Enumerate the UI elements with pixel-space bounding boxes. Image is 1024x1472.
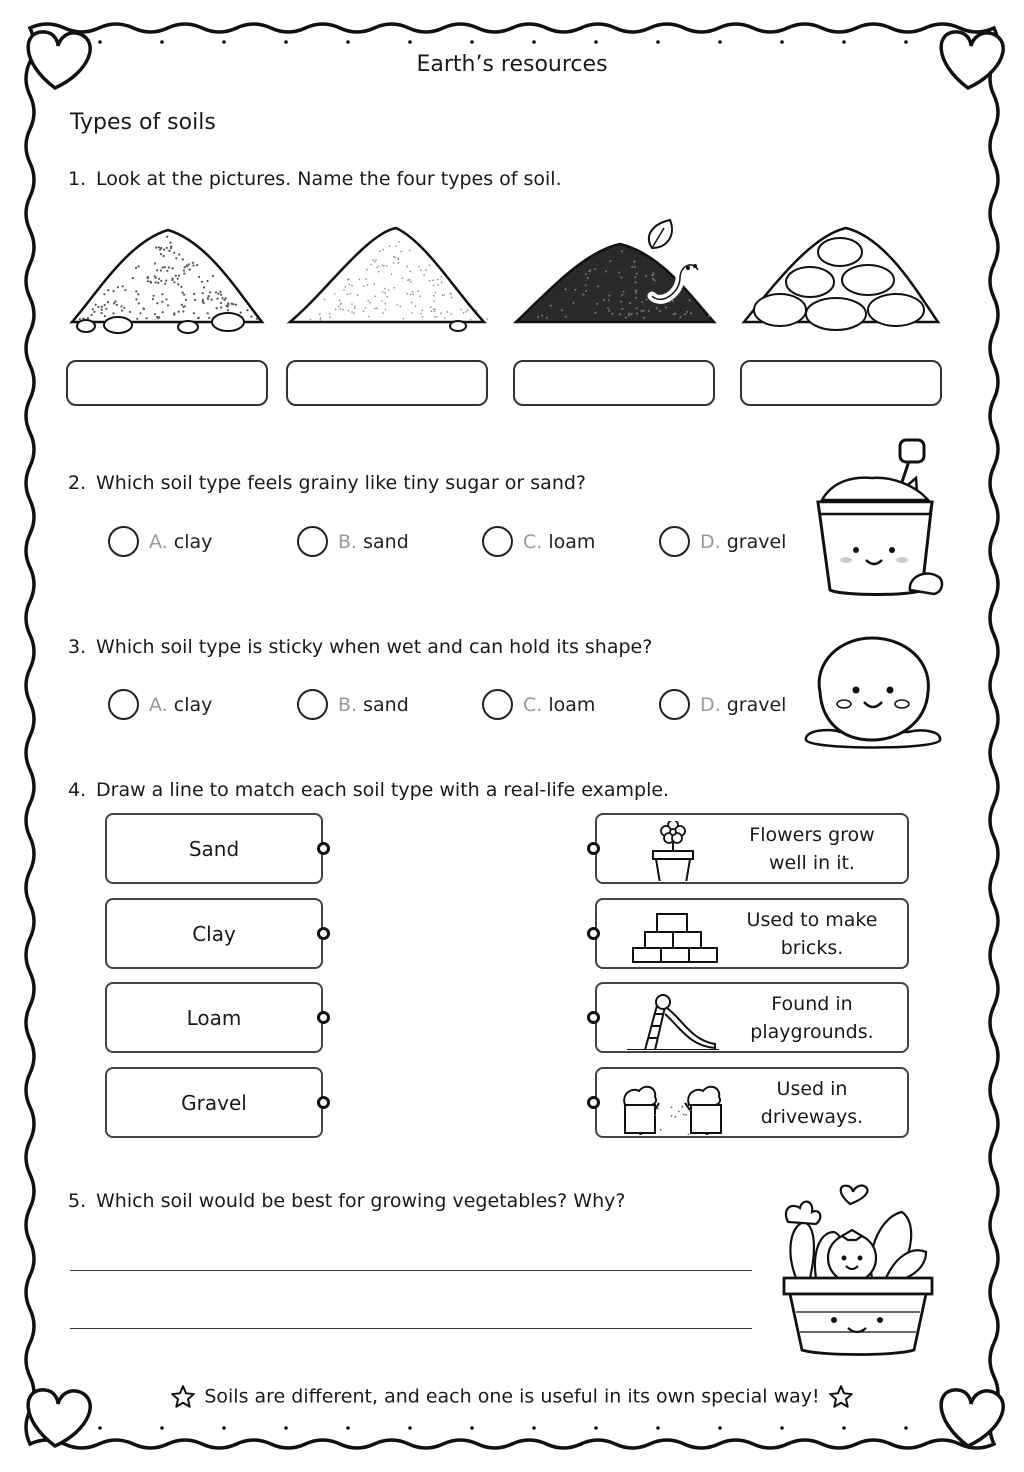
page-title: Earth’s resources bbox=[416, 52, 608, 77]
question-text: Which soil would be best for growing vegetables? Why? bbox=[96, 1190, 626, 1212]
flower-pot-icon bbox=[619, 821, 724, 881]
bricks-icon bbox=[619, 906, 724, 966]
radio-circle[interactable] bbox=[482, 689, 513, 720]
question-number: 2. bbox=[68, 472, 87, 494]
q3-option-c[interactable]: C. loam bbox=[482, 689, 595, 720]
answer-box-1[interactable] bbox=[66, 360, 268, 406]
gravel-pile-icon bbox=[68, 222, 266, 342]
match-left-gravel: Gravel bbox=[105, 1067, 323, 1138]
match-right-playground: Found in playgrounds. bbox=[595, 982, 909, 1053]
slide-icon bbox=[619, 990, 724, 1050]
question-number: 5. bbox=[68, 1190, 87, 1212]
match-dot-left[interactable] bbox=[317, 1011, 330, 1024]
sand-pile-icon bbox=[286, 222, 488, 342]
question-1 bbox=[68, 168, 562, 190]
footer-text: Soils are different, and each one is useful in its own special way! bbox=[204, 1385, 820, 1408]
sand-bucket-icon bbox=[812, 438, 948, 600]
match-dot-right[interactable] bbox=[587, 927, 600, 940]
clay-ball-icon bbox=[800, 632, 946, 756]
question-number: 1. bbox=[68, 168, 87, 190]
q3-option-b[interactable]: B. sand bbox=[297, 689, 409, 720]
q3-option-a[interactable]: A. clay bbox=[108, 689, 212, 720]
star-icon bbox=[170, 1384, 196, 1410]
question-text: Which soil type feels grainy like tiny sugar or sand? bbox=[96, 472, 587, 494]
answer-box-4[interactable] bbox=[740, 360, 942, 406]
footer-message bbox=[0, 1384, 1024, 1410]
question-text: Draw a line to match each soil type with a real-life example. bbox=[96, 779, 670, 801]
radio-circle[interactable] bbox=[482, 526, 513, 557]
answer-line-1[interactable] bbox=[70, 1270, 752, 1271]
match-dot-right[interactable] bbox=[587, 1011, 600, 1024]
star-icon bbox=[828, 1384, 854, 1410]
question-2 bbox=[68, 472, 586, 494]
question-text: Look at the pictures. Name the four types of soil. bbox=[96, 168, 562, 190]
match-right-flowers: Flowers grow well in it. bbox=[595, 813, 909, 884]
question-number: 4. bbox=[68, 779, 87, 801]
radio-circle[interactable] bbox=[659, 526, 690, 557]
match-dot-left[interactable] bbox=[317, 842, 330, 855]
question-4 bbox=[68, 779, 669, 801]
match-dot-right[interactable] bbox=[587, 842, 600, 855]
q2-option-b[interactable]: B. sand bbox=[297, 526, 409, 557]
radio-circle[interactable] bbox=[108, 526, 139, 557]
match-right-bricks: Used to make bricks. bbox=[595, 898, 909, 969]
question-5 bbox=[68, 1190, 625, 1212]
answer-box-2[interactable] bbox=[286, 360, 488, 406]
match-left-sand: Sand bbox=[105, 813, 323, 884]
q2-option-c[interactable]: C. loam bbox=[482, 526, 595, 557]
question-text: Which soil type is sticky when wet and can hold its shape? bbox=[96, 636, 653, 658]
match-dot-left[interactable] bbox=[317, 927, 330, 940]
answer-box-3[interactable] bbox=[513, 360, 715, 406]
radio-circle[interactable] bbox=[297, 526, 328, 557]
answer-line-2[interactable] bbox=[70, 1328, 752, 1329]
radio-circle[interactable] bbox=[297, 689, 328, 720]
clay-pile-icon bbox=[740, 220, 942, 342]
match-dot-right[interactable] bbox=[587, 1096, 600, 1109]
match-right-driveway: Used in driveways. bbox=[595, 1067, 909, 1138]
section-title: Types of soils bbox=[70, 110, 216, 135]
vegetable-basket-icon bbox=[776, 1182, 940, 1358]
q2-option-d[interactable]: D. gravel bbox=[659, 526, 786, 557]
match-left-clay: Clay bbox=[105, 898, 323, 969]
radio-circle[interactable] bbox=[108, 689, 139, 720]
q3-option-d[interactable]: D. gravel bbox=[659, 689, 786, 720]
radio-circle[interactable] bbox=[659, 689, 690, 720]
match-left-loam: Loam bbox=[105, 982, 323, 1053]
loam-pile-icon bbox=[512, 218, 718, 342]
q2-option-a[interactable]: A. clay bbox=[108, 526, 212, 557]
match-dot-left[interactable] bbox=[317, 1096, 330, 1109]
question-number: 3. bbox=[68, 636, 87, 658]
driveway-icon bbox=[619, 1075, 724, 1135]
question-3 bbox=[68, 636, 652, 658]
